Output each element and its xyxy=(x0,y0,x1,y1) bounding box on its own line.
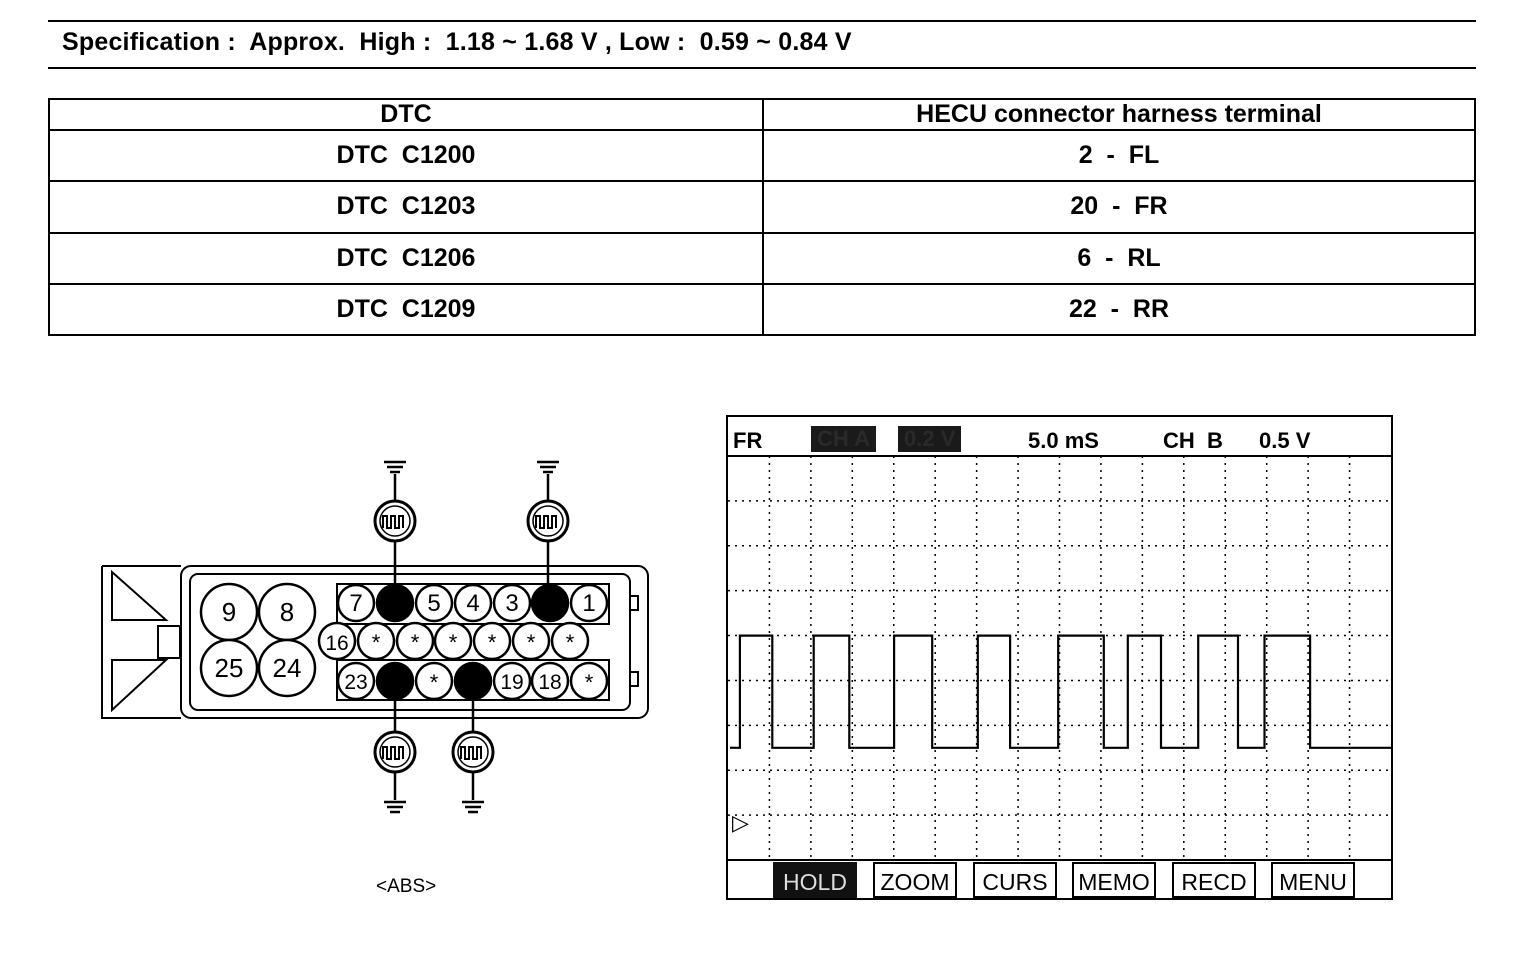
pin-label: 3 xyxy=(505,590,519,617)
hold-button[interactable]: HOLD xyxy=(773,862,857,898)
recd-button[interactable]: RECD xyxy=(1172,862,1256,898)
pin-label: * xyxy=(487,630,497,655)
signal-pin xyxy=(455,663,491,699)
header-terminal: HECU connector harness terminal xyxy=(763,99,1475,130)
signal-pin xyxy=(377,663,413,699)
connector-diagram xyxy=(0,0,700,956)
header-dtc: DTC xyxy=(49,99,763,130)
terminal: 2 - FL xyxy=(763,130,1475,181)
terminal: 6 - RL xyxy=(763,233,1475,284)
signal-pin xyxy=(532,585,568,621)
pin-label: * xyxy=(565,630,575,655)
ground-marker-icon: ▷ xyxy=(732,811,749,836)
memo-button[interactable]: MEMO xyxy=(1072,862,1156,898)
wheel-speed-sensor-icon xyxy=(453,732,493,772)
ch-a-label[interactable]: CH A xyxy=(811,426,876,452)
pin-label: * xyxy=(584,670,594,695)
scope-channel-label: FR xyxy=(733,428,763,453)
pin-label: * xyxy=(448,630,458,655)
dtc-code: DTC C1209 xyxy=(49,284,763,335)
pin-label: 23 xyxy=(344,671,368,694)
large-pin-label: 24 xyxy=(272,653,302,683)
pin-label: 1 xyxy=(582,590,596,617)
large-pin-label: 25 xyxy=(214,653,244,683)
signal-pin xyxy=(377,585,413,621)
pin-label: * xyxy=(371,630,381,655)
wheel-speed-sensor-icon xyxy=(528,501,568,541)
pin-label: 19 xyxy=(500,671,524,694)
menu-button[interactable]: MENU xyxy=(1271,862,1355,898)
connector-pins xyxy=(201,584,607,699)
specification-text: Specification : Approx. High : 1.18 ~ 1.68 V , Low : 0.59 ~ 0.84 V xyxy=(62,28,852,56)
pin-label: 18 xyxy=(538,671,562,694)
timebase-label[interactable]: 5.0 mS xyxy=(1028,428,1099,453)
abs-label: <ABS> xyxy=(376,876,437,897)
dtc-code: DTC C1203 xyxy=(49,181,763,232)
terminal: 22 - RR xyxy=(763,284,1475,335)
oscilloscope-frame xyxy=(726,415,1393,900)
wheel-speed-sensor-icon xyxy=(375,501,415,541)
pin-label: 5 xyxy=(427,590,441,617)
dtc-code: DTC C1206 xyxy=(49,233,763,284)
ch-b-label[interactable]: CH B xyxy=(1163,428,1223,453)
dtc-code: DTC C1200 xyxy=(49,130,763,181)
large-pin-label: 9 xyxy=(221,597,237,627)
pin-label: * xyxy=(429,670,439,695)
pin-label: 7 xyxy=(349,590,363,617)
pin-label: 4 xyxy=(466,590,480,617)
ch-b-volt[interactable]: 0.5 V xyxy=(1259,428,1311,453)
pin-label: * xyxy=(526,630,536,655)
large-pin-label: 8 xyxy=(279,597,295,627)
ch-a-volt[interactable]: 0.2 V xyxy=(898,426,961,452)
wheel-speed-sensor-icon xyxy=(375,732,415,772)
terminal: 20 - FR xyxy=(763,181,1475,232)
pin-label: * xyxy=(410,630,420,655)
zoom-button[interactable]: ZOOM xyxy=(873,862,957,898)
curs-button[interactable]: CURS xyxy=(973,862,1057,898)
pin-label: 16 xyxy=(325,632,349,655)
